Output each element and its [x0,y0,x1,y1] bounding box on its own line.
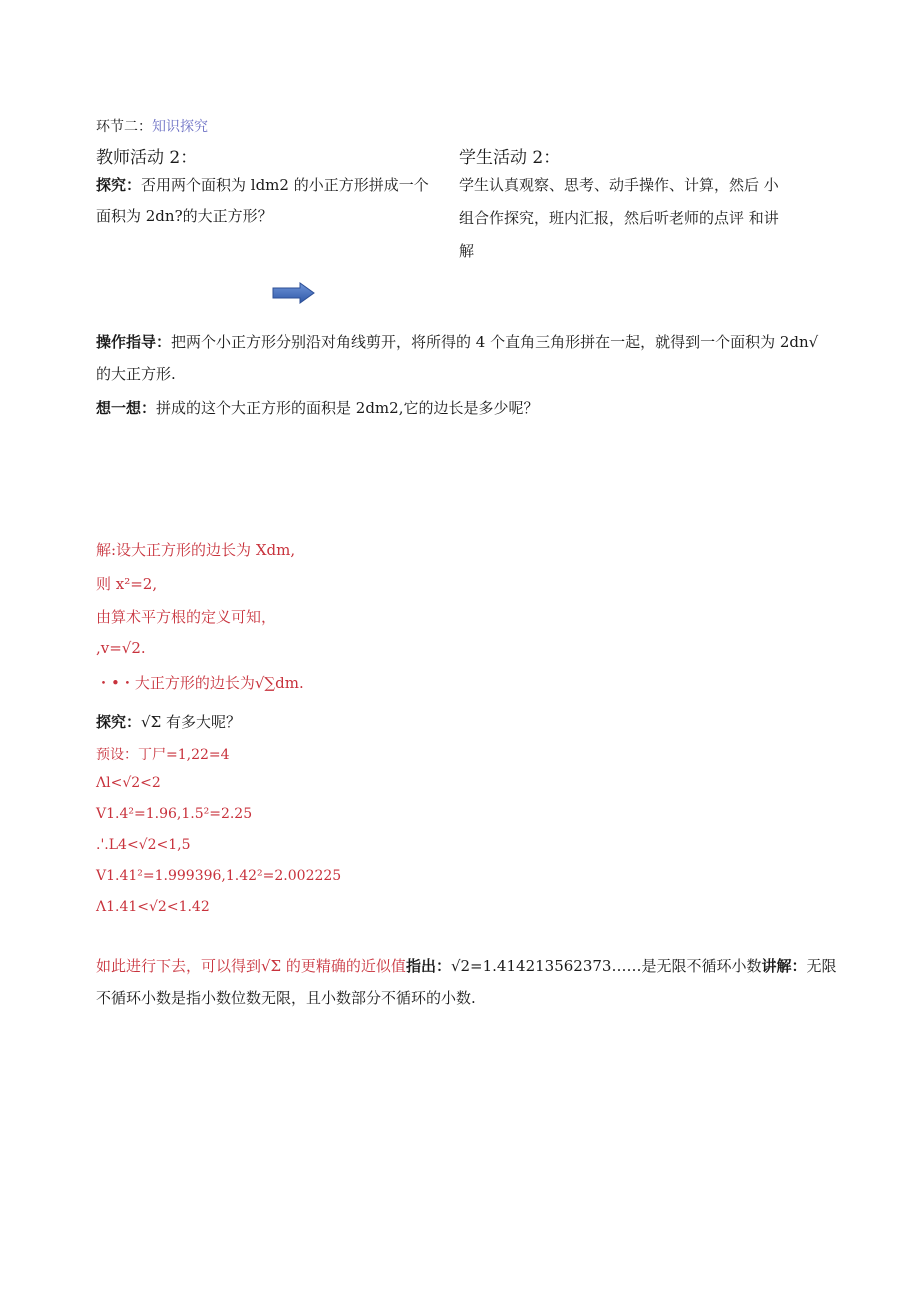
solution-line: 由算术平方根的定义可知， [96,608,277,626]
explain-label: 讲解： [761,957,807,975]
conclusion-line2: 不循环小数是指小数位数无限，且小数部分不循环的小数. [96,989,476,1007]
estimate-line: Λ1.41<√2<1.42 [96,899,210,915]
estimate-line: 预设：丁尸=1,22=4 [96,747,230,763]
conclusion-line1 [96,955,837,976]
solution-line: 解:设大正方形的边长为 Xdm, [96,541,296,559]
conclusion-red-text: 如此进行下去，可以得到√Σ 的更精确的近似值 [96,957,406,975]
section-header [96,116,208,136]
estimate-line: .'.L4<√2<1,5 [96,837,191,853]
student-heading: 学生活动 2： [459,148,561,168]
student-activity-line1: 学生认真观察、思考、动手操作、计算，然后 小 [459,176,779,194]
teacher-question-text: 否用两个面积为 ldm2 的小正方形拼成一个 [141,176,429,194]
think-line [96,397,538,418]
section-title: 知识探究 [152,119,208,135]
teacher-explore-label: 探究： [96,176,142,194]
estimate-line: V1.41²=1.999396,1.42²=2.002225 [96,868,342,884]
teacher-question-line1 [96,174,429,195]
explore-label: 探究： [96,713,142,731]
point-label: 指出： [405,957,451,975]
guide-line1 [96,331,818,352]
guide-line2: 的大正方形. [96,365,176,383]
student-activity-line3: 解 [459,242,475,260]
explore-line [96,711,241,732]
guide-label: 操作指导： [96,333,172,351]
point-text: √2=1.414213562373……是无限不循环小数 [450,957,762,975]
explore-text: √Σ 有多大呢？ [141,713,241,731]
solution-line: ,v=√2. [96,639,146,657]
solution-line: 则 x²=2, [96,575,158,593]
explain-text-start: 无限 [806,957,837,975]
section-label: 环节二： [96,119,152,135]
estimate-line: V1.4²=1.96,1.5²=2.25 [96,806,253,822]
estimate-line: Λl<√2<2 [96,775,161,791]
think-label: 想一想： [96,399,157,417]
right-arrow-icon [272,282,316,304]
guide-text: 把两个小正方形分别沿对角线剪开，将所得的 4 个直角三角形拼在一起，就得到一个面积为 2dn√ [171,333,819,351]
think-text: 拼成的这个大正方形的面积是 2dm2,它的边长是多少呢？ [156,399,539,417]
solution-line: ・•・大正方形的边长为√∑dm. [96,674,304,692]
student-activity-line2: 组合作探究，班内汇报，然后听老师的点评 和讲 [459,209,779,227]
teacher-question-line2: 面积为 2dn?的大正方形？ [96,207,273,225]
teacher-heading: 教师活动 2： [96,148,198,168]
